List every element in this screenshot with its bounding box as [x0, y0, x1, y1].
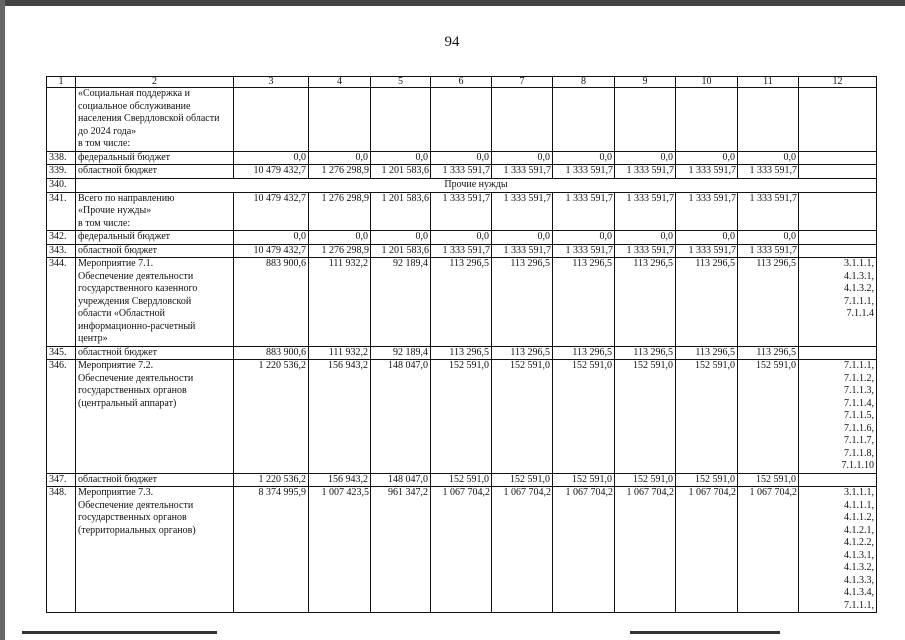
value-cell: 152 591,0 [676, 360, 738, 474]
description-line: Мероприятие 7.1. [78, 258, 154, 269]
value-cell: 1 333 591,7 [615, 192, 676, 231]
value-cell: 1 333 591,7 [676, 165, 738, 179]
value-cell [371, 88, 431, 152]
value-cell: 0,0 [371, 151, 431, 165]
value-cell: 0,0 [234, 231, 309, 245]
target-ref: 7.1.1.3, [844, 385, 874, 396]
value-cell: 152 591,0 [553, 473, 615, 487]
value-cell: 92 189,4 [371, 258, 431, 347]
description-line: федеральный бюджет [78, 231, 171, 242]
description-line: населения Свердловской области [78, 113, 220, 124]
column-header: 7 [492, 77, 553, 88]
value-cell: 113 296,5 [676, 258, 738, 347]
description-line: государственных органов [78, 512, 187, 523]
row-description [76, 473, 234, 487]
row-number: 346. [47, 360, 76, 474]
description-line: (центральный аппарат) [78, 397, 177, 409]
value-cell: 1 333 591,7 [431, 165, 492, 179]
target-refs [799, 165, 877, 179]
value-cell: 156 943,2 [309, 473, 371, 487]
description-line: социальное обслуживание [78, 100, 191, 112]
scan-edge-mark [630, 631, 780, 634]
value-cell [492, 88, 553, 152]
target-ref: 7.1.1.10 [841, 460, 874, 471]
value-cell: 0,0 [234, 151, 309, 165]
target-ref: 4.1.2.2, [844, 537, 874, 548]
target-ref: 7.1.1.1, [844, 599, 874, 611]
description-line: центр» [78, 333, 108, 344]
value-cell: 1 007 423,5 [309, 487, 371, 613]
value-cell: 1 067 704,2 [738, 487, 799, 613]
column-header: 2 [76, 77, 234, 88]
target-refs [799, 231, 877, 245]
target-ref: 4.1.3.1, [844, 270, 874, 282]
target-ref: 7.1.1.4 [846, 308, 874, 319]
value-cell: 0,0 [738, 151, 799, 165]
value-cell: 1 333 591,7 [492, 165, 553, 179]
section-title: Прочие нужды [76, 178, 877, 192]
column-header: 6 [431, 77, 492, 88]
value-cell: 1 333 591,7 [431, 192, 492, 231]
row-number: 338. [47, 151, 76, 165]
row-number: 344. [47, 258, 76, 347]
value-cell: 1 201 583,6 [371, 165, 431, 179]
row-description [76, 88, 234, 152]
description-line: федеральный бюджет [78, 151, 171, 163]
value-cell [309, 88, 371, 152]
value-cell: 10 479 432,7 [234, 165, 309, 179]
column-header: 4 [309, 77, 371, 88]
value-cell: 1 333 591,7 [738, 165, 799, 179]
scan-edge-mark [22, 631, 217, 634]
row-description [76, 231, 234, 245]
table-row [47, 473, 877, 487]
value-cell: 111 932,2 [309, 258, 371, 347]
table-row [47, 231, 877, 245]
description-line: «Социальная поддержка и [78, 88, 190, 99]
value-cell: 0,0 [492, 231, 553, 245]
column-header: 5 [371, 77, 431, 88]
value-cell: 1 333 591,7 [738, 244, 799, 258]
target-refs [799, 346, 877, 360]
description-line: государственных органов [78, 385, 187, 396]
value-cell: 1 333 591,7 [431, 244, 492, 258]
value-cell: 113 296,5 [738, 258, 799, 347]
value-cell: 0,0 [676, 151, 738, 165]
value-cell [553, 88, 615, 152]
target-ref: 7.1.1.5, [844, 410, 874, 421]
value-cell: 152 591,0 [431, 473, 492, 487]
scan-border-left [0, 0, 5, 640]
row-description [76, 151, 234, 165]
column-header: 9 [615, 77, 676, 88]
row-number: 342. [47, 231, 76, 245]
value-cell: 113 296,5 [492, 258, 553, 347]
value-cell: 1 201 583,6 [371, 192, 431, 231]
target-ref: 4.1.3.1, [844, 549, 874, 561]
target-ref: 7.1.1.4, [844, 397, 874, 409]
value-cell: 152 591,0 [676, 473, 738, 487]
target-ref: 4.1.3.2, [844, 283, 874, 294]
description-line: (территориальных органов) [78, 524, 196, 536]
target-ref: 4.1.2.1, [844, 524, 874, 536]
value-cell: 0,0 [676, 231, 738, 245]
target-ref: 4.1.1.1, [844, 499, 874, 511]
target-ref: 7.1.1.1, [844, 360, 874, 371]
value-cell: 0,0 [309, 231, 371, 245]
description-line: до 2024 года» [78, 125, 137, 137]
column-header: 12 [799, 77, 877, 88]
value-cell: 152 591,0 [431, 360, 492, 474]
target-ref: 3.1.1.1, [844, 258, 874, 269]
column-header: 11 [738, 77, 799, 88]
value-cell: 1 276 298,9 [309, 192, 371, 231]
value-cell: 1 067 704,2 [553, 487, 615, 613]
target-refs [799, 151, 877, 165]
value-cell: 113 296,5 [738, 346, 799, 360]
description-line: Мероприятие 7.3. [78, 487, 154, 498]
value-cell: 1 333 591,7 [738, 192, 799, 231]
target-ref: 4.1.3.3, [844, 574, 874, 586]
table-row [47, 258, 877, 347]
value-cell: 883 900,6 [234, 258, 309, 347]
value-cell: 0,0 [553, 151, 615, 165]
row-number: 341. [47, 192, 76, 231]
table-row [47, 360, 877, 474]
row-description [76, 244, 234, 258]
value-cell [676, 88, 738, 152]
target-refs [799, 473, 877, 487]
value-cell [234, 88, 309, 152]
row-description [76, 487, 234, 613]
row-number: 345. [47, 346, 76, 360]
row-number [47, 88, 76, 152]
row-number: 340. [47, 178, 76, 192]
value-cell: 152 591,0 [492, 473, 553, 487]
value-cell: 1 333 591,7 [553, 165, 615, 179]
value-cell: 152 591,0 [615, 473, 676, 487]
value-cell: 1 333 591,7 [492, 192, 553, 231]
row-number: 348. [47, 487, 76, 613]
value-cell: 0,0 [431, 151, 492, 165]
value-cell: 152 591,0 [738, 360, 799, 474]
budget-table [46, 76, 877, 613]
description-line: Всего по направлению [78, 192, 175, 204]
target-ref: 7.1.1.1, [844, 295, 874, 307]
target-ref: 4.1.1.2, [844, 512, 874, 523]
target-ref: 7.1.1.6, [844, 422, 874, 434]
target-ref: 4.1.3.4, [844, 587, 874, 598]
value-cell: 1 333 591,7 [492, 244, 553, 258]
value-cell: 152 591,0 [492, 360, 553, 474]
value-cell: 1 333 591,7 [676, 192, 738, 231]
value-cell: 10 479 432,7 [234, 192, 309, 231]
description-line: областной бюджет [78, 244, 158, 256]
description-line: области «Областной [78, 308, 165, 319]
value-cell: 156 943,2 [309, 360, 371, 474]
value-cell: 1 276 298,9 [309, 244, 371, 258]
value-cell: 113 296,5 [553, 346, 615, 360]
row-description [76, 192, 234, 231]
column-header: 3 [234, 77, 309, 88]
value-cell: 1 333 591,7 [676, 244, 738, 258]
target-ref: 3.1.1.1, [844, 487, 874, 498]
value-cell: 1 220 536,2 [234, 473, 309, 487]
value-cell: 113 296,5 [615, 258, 676, 347]
page-number: 94 [444, 34, 460, 50]
table-row [47, 487, 877, 613]
value-cell: 1 201 583,6 [371, 244, 431, 258]
value-cell: 961 347,2 [371, 487, 431, 613]
table-row [47, 151, 877, 165]
description-line: информационно-расчетный [78, 320, 196, 332]
value-cell [431, 88, 492, 152]
target-ref: 7.1.1.7, [844, 435, 874, 446]
value-cell: 152 591,0 [738, 473, 799, 487]
value-cell [615, 88, 676, 152]
description-line: в том числе: [78, 217, 131, 229]
value-cell: 0,0 [371, 231, 431, 245]
value-cell: 152 591,0 [553, 360, 615, 474]
value-cell: 8 374 995,9 [234, 487, 309, 613]
row-number: 339. [47, 165, 76, 179]
description-line: областной бюджет [78, 346, 158, 358]
value-cell: 1 333 591,7 [615, 244, 676, 258]
target-refs [799, 88, 877, 152]
target-refs [799, 360, 877, 474]
row-description [76, 346, 234, 360]
description-line: областной бюджет [78, 165, 158, 176]
value-cell: 113 296,5 [676, 346, 738, 360]
value-cell: 148 047,0 [371, 360, 431, 474]
table-row [47, 192, 877, 231]
row-number: 343. [47, 244, 76, 258]
description-line: «Прочие нужды» [78, 205, 152, 216]
value-cell: 10 479 432,7 [234, 244, 309, 258]
description-line: государственного казенного [78, 283, 198, 294]
value-cell: 1 067 704,2 [431, 487, 492, 613]
target-refs [799, 487, 877, 613]
column-header: 1 [47, 77, 76, 88]
value-cell: 0,0 [492, 151, 553, 165]
value-cell: 148 047,0 [371, 473, 431, 487]
value-cell: 1 333 591,7 [615, 165, 676, 179]
scan-border-top [0, 0, 905, 6]
value-cell: 1 333 591,7 [553, 192, 615, 231]
value-cell: 1 067 704,2 [492, 487, 553, 613]
value-cell: 113 296,5 [553, 258, 615, 347]
row-number: 347. [47, 473, 76, 487]
value-cell: 92 189,4 [371, 346, 431, 360]
table-row [47, 244, 877, 258]
table-row [47, 346, 877, 360]
description-line: Обеспечение деятельности [78, 499, 194, 511]
description-line: Обеспечение деятельности [78, 372, 194, 384]
value-cell: 0,0 [738, 231, 799, 245]
value-cell: 1 220 536,2 [234, 360, 309, 474]
column-header: 10 [676, 77, 738, 88]
target-refs [799, 258, 877, 347]
value-cell: 883 900,6 [234, 346, 309, 360]
target-ref: 7.1.1.8, [844, 447, 874, 459]
value-cell: 111 932,2 [309, 346, 371, 360]
value-cell: 0,0 [615, 151, 676, 165]
value-cell: 0,0 [309, 151, 371, 165]
value-cell: 152 591,0 [615, 360, 676, 474]
row-description [76, 360, 234, 474]
value-cell: 113 296,5 [615, 346, 676, 360]
value-cell: 1 067 704,2 [615, 487, 676, 613]
row-description [76, 165, 234, 179]
value-cell: 113 296,5 [492, 346, 553, 360]
value-cell: 1 333 591,7 [553, 244, 615, 258]
value-cell [738, 88, 799, 152]
value-cell: 113 296,5 [431, 258, 492, 347]
value-cell: 0,0 [615, 231, 676, 245]
table-row [47, 165, 877, 179]
row-description [76, 258, 234, 347]
target-refs [799, 192, 877, 231]
description-line: Обеспечение деятельности [78, 270, 194, 282]
value-cell: 0,0 [431, 231, 492, 245]
target-refs [799, 244, 877, 258]
value-cell: 113 296,5 [431, 346, 492, 360]
header-row [47, 77, 877, 88]
value-cell: 0,0 [553, 231, 615, 245]
value-cell: 1 276 298,9 [309, 165, 371, 179]
target-ref: 4.1.3.2, [844, 562, 874, 573]
description-line: Мероприятие 7.2. [78, 360, 154, 371]
target-ref: 7.1.1.2, [844, 372, 874, 384]
table-row [47, 178, 877, 192]
description-line: областной бюджет [78, 473, 158, 485]
description-line: учреждения Свердловской [78, 295, 192, 307]
column-header: 8 [553, 77, 615, 88]
table-row [47, 88, 877, 152]
description-line: в том числе: [78, 138, 131, 149]
value-cell: 1 067 704,2 [676, 487, 738, 613]
